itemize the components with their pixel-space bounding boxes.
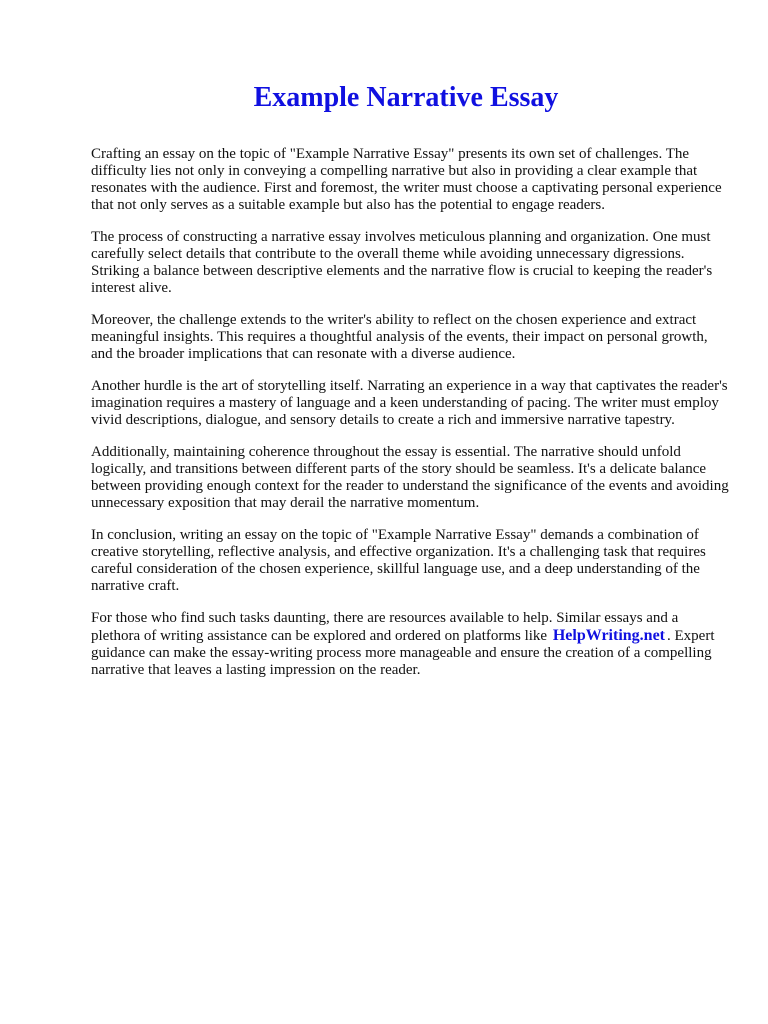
closing-text-before-link: For those who find such tasks daunting, there are resources available to help. Similar essays and a plethora of writing assistance can be explored and ordered on platforms like <box>91 610 679 644</box>
essay-paragraph-4: Another hurdle is the art of storytelling itself. Narrating an experience in a way that captivates the reader's imagination requires a mastery of language and a keen understanding of pacing. The writer must employ vivid descriptions, dialogue, and sensory details to create a rich and immersive narrative tapestry. <box>91 378 728 428</box>
essay-paragraph-5: Additionally, maintaining coherence throughout the essay is essential. The narrative should unfold logically, and transitions between different parts of the story should be seamless. It's a delicate balance between providing enough context for the reader to understand the significance of the events and avoiding unnecessary exposition that may derail the narrative momentum. <box>91 444 729 511</box>
essay-paragraph-3: Moreover, the challenge extends to the writer's ability to reflect on the chosen experience and extract meaningful insights. This requires a thoughtful analysis of the events, their impact on personal growth, and the broader implications that can resonate with a diverse audience. <box>91 312 708 362</box>
essay-paragraph-6: In conclusion, writing an essay on the topic of "Example Narrative Essay" demands a combination of creative storytelling, reflective analysis, and effective organization. It's a challenging task that requires careful consideration of the chosen experience, skillful language use, and a deep understanding of the narrative craft. <box>91 527 706 594</box>
page-title: Example Narrative Essay <box>253 82 559 113</box>
helpwriting-link[interactable]: HelpWriting.net <box>552 627 665 644</box>
essay-paragraph-1: Crafting an essay on the topic of "Example Narrative Essay" presents its own set of challenges. The difficulty lies not only in conveying a compelling narrative but also in providing a clear example that resonates with the audience. First and foremost, the writer must choose a captivating personal experience that not only serves as a suitable example but also has the potential to engage readers. <box>91 146 722 213</box>
essay-closing-paragraph <box>91 610 731 679</box>
essay-body <box>91 146 731 694</box>
closing-text-after-link: . Expert guidance can make the essay-writing process more manageable and ensure the creation of a compelling narrative that leaves a lasting impression on the reader. <box>91 628 715 678</box>
essay-paragraph-2: The process of constructing a narrative essay involves meticulous planning and organization. One must carefully select details that contribute to the overall theme while avoiding unnecessary digressions. Striking a balance between descriptive elements and the narrative flow is crucial to keeping the reader's interest alive. <box>91 229 713 296</box>
